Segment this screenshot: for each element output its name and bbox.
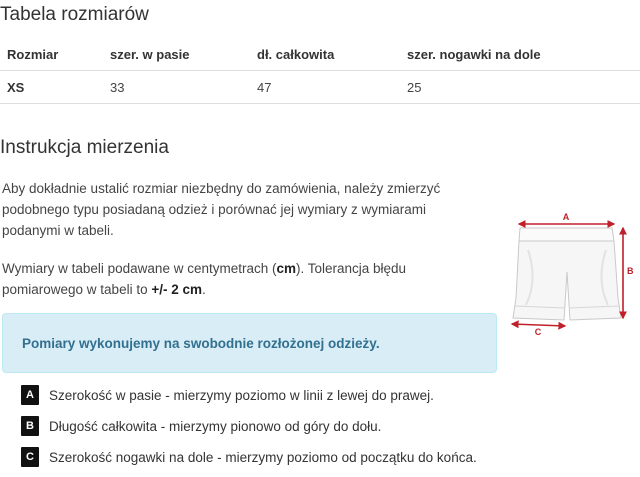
table-row [0,71,640,104]
diagram-label-b: B [627,266,634,276]
tolerance-value: +/- 2 cm [151,282,202,297]
step-a [21,385,434,405]
arrow-c [512,324,565,326]
column-header-leg-width: szer. nogawki na dole [407,38,640,71]
badge-a: A [21,385,39,405]
size-table-title: Tabela rozmiarów [0,4,149,25]
cell-leg-width: 25 [407,71,640,104]
column-header-length: dł. całkowita [257,38,407,71]
column-header-size: Rozmiar [0,38,110,71]
units-text-3: . [202,282,206,297]
size-table [0,38,640,104]
shorts-waistband [519,228,614,241]
units-text-2: ). Tolerancja błędu pomiarowego w tabeli to [2,261,407,297]
step-c [21,447,477,467]
instructions-title: Instrukcja mierzenia [0,137,169,158]
badge-c: C [21,447,39,467]
units-paragraph [2,258,472,300]
diagram-label-a: A [562,212,570,222]
column-header-waist: szer. w pasie [110,38,257,71]
size-table-header-row [0,38,640,71]
info-alert: Pomiary wykonujemy na swobodnie rozłożonej odzieży. [2,313,497,373]
cell-length: 47 [257,71,407,104]
instructions-paragraph: Aby dokładnie ustalić rozmiar niezbędny do zamówienia, należy zmierzyć podobnego typu posiadaną odzież i porównać jej wymiary z wymiarami podanymi w tabeli. [2,181,441,238]
shorts-measurement-diagram [508,210,632,338]
units-text-1: Wymiary w tabeli podawane w centymetrach ( [2,261,277,276]
cell-size: XS [0,71,110,104]
step-a-text: Szerokość w pasie - mierzymy poziomo w linii z lewej do prawej. [49,387,434,403]
cell-waist: 33 [110,71,257,104]
step-c-text: Szerokość nogawki na dole - mierzymy poziomo od początku do końca. [49,449,477,465]
diagram-label-c: C [534,327,542,337]
unit-cm: cm [276,261,296,276]
step-b-text: Długość całkowita - mierzymy pionowo od góry do dołu. [49,418,382,434]
badge-b: B [21,416,39,436]
step-b [21,416,381,436]
